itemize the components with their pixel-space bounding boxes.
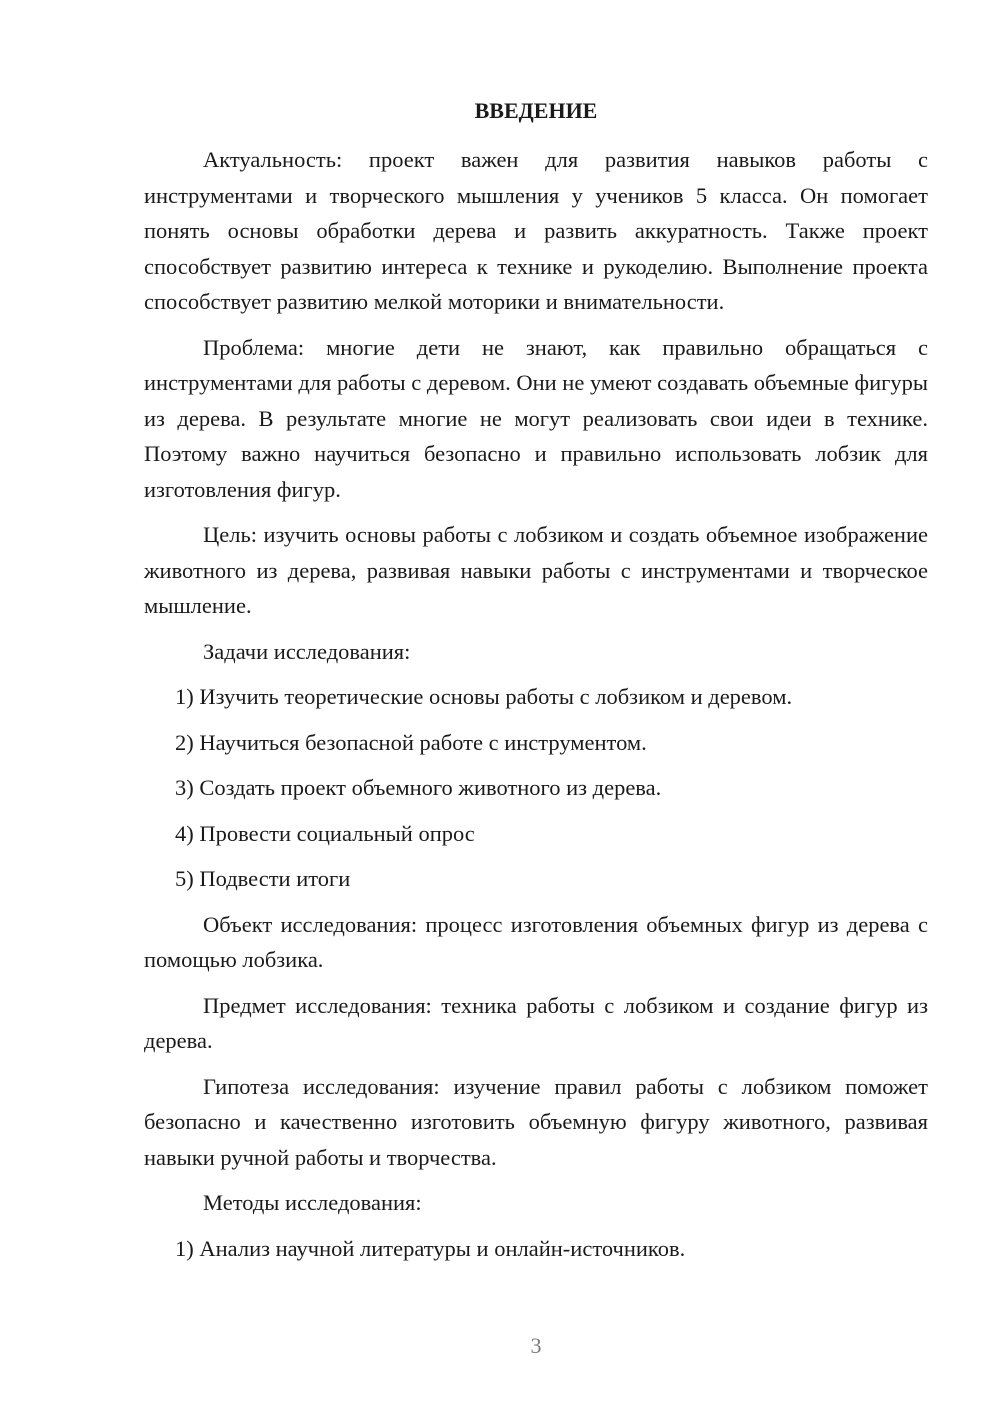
subject-paragraph: Предмет исследования: техника работы с лобзиком и создание фигур из дерева.	[144, 992, 928, 1053]
goal-paragraph: Цель: изучить основы работы с лобзиком и создать объемное изображение животного из дерева, развивая навыки работы с инструментами и творческое мышление.	[144, 522, 928, 618]
task-item: 1) Изучить теоретические основы работы с лобзиком и деревом.	[175, 684, 793, 709]
object-paragraph: Объект исследования: процесс изготовления объемных фигур из дерева с помощью лобзика.	[144, 911, 928, 972]
method-item: 1) Анализ научной литературы и онлайн-источников.	[175, 1235, 686, 1261]
problem-paragraph: Проблема: многие дети не знают, как правильно обращаться с инструментами для работы с деревом. Они не умеют создавать объемные фигуры из дерева. В результате многие не могут реализовать свои идеи в технике. Поэтому важно научиться безопасно и правильно использовать лобзик для изготовления фигур.	[144, 334, 928, 502]
document-body	[144, 142, 928, 1276]
task-item: 5) Подвести итоги	[175, 866, 351, 891]
relevance-paragraph: Актуальность: проект важен для развития навыков работы с инструментами и творческого мышления у учеников 5 класса. Он помогает понять основы обработки дерева и развить аккуратность. Также проект способствует развитию интереса к технике и рукоделию. Выполнение проекта способствует развитию мелкой моторики и внимательности.	[144, 147, 928, 314]
hypothesis-paragraph: Гипотеза исследования: изучение правил работы с лобзиком поможет безопасно и качественно изготовить объемную фигуру животного, развивая навыки ручной работы и творчества.	[144, 1073, 928, 1170]
tasks-heading: Задачи исследования:	[203, 638, 411, 664]
task-item: 4) Провести социальный опрос	[175, 820, 475, 846]
task-item: 2) Научиться безопасной работе с инструментом.	[175, 729, 647, 755]
task-item: 3) Создать проект объемного животного из дерева.	[175, 775, 662, 800]
page-title: ВВЕДЕНИЕ	[474, 98, 598, 123]
page-number: 3	[530, 1333, 542, 1358]
methods-heading: Методы исследования:	[203, 1190, 422, 1215]
